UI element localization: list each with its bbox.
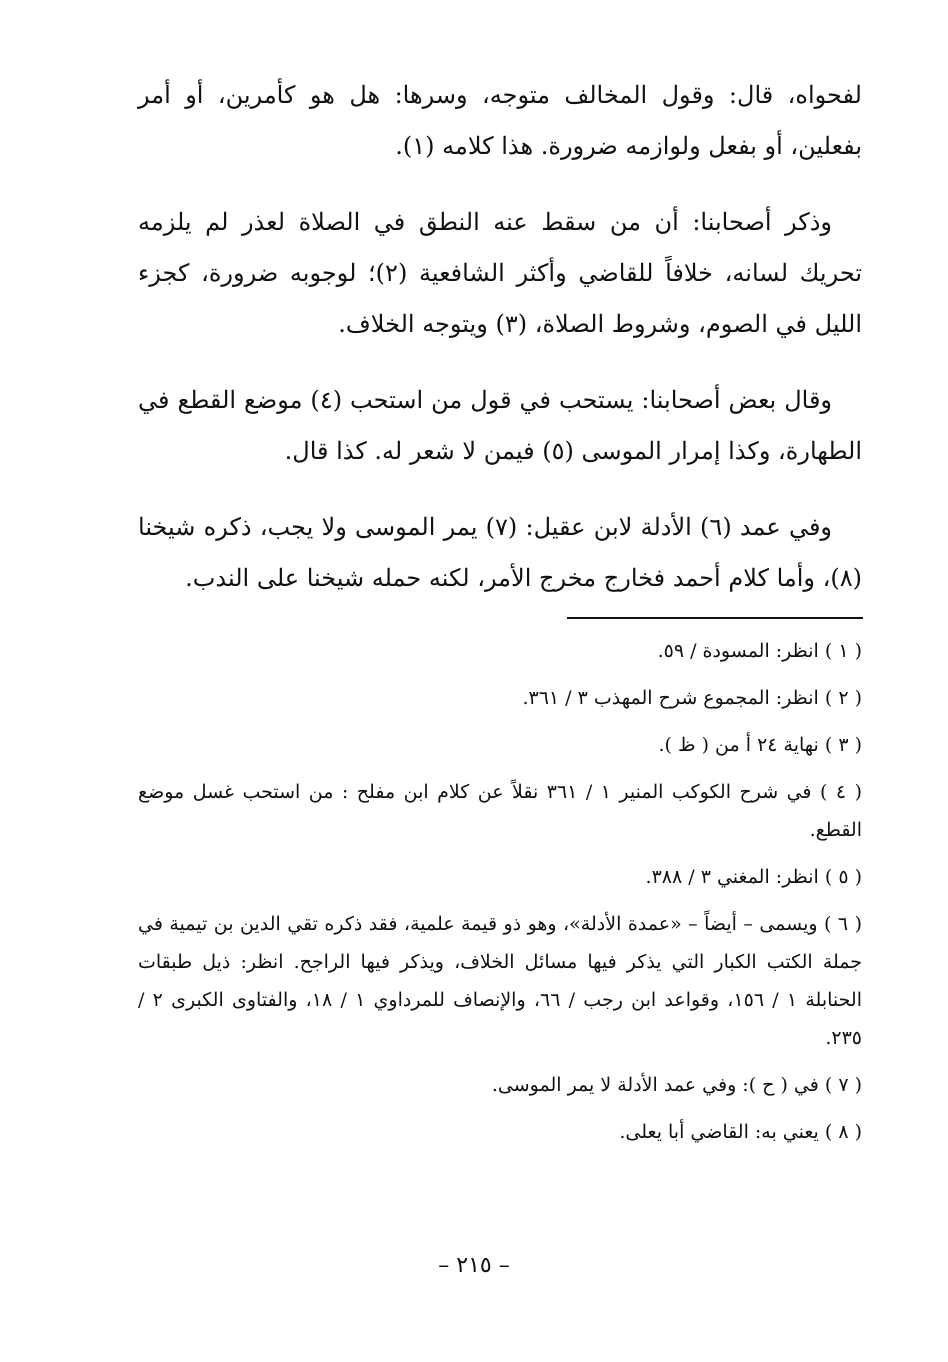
footnote-7: ( ٧ ) في ( ح ): وفي عمد الأدلة لا يمر الموسى. (491, 1074, 862, 1096)
page-number: – ٢١٥ – (438, 1253, 510, 1278)
footnote-8: ( ٨ ) يعني به: القاضي أبا يعلى. (619, 1121, 862, 1143)
main-paragraph-3: وقال بعض أصحابنا: يستحب في قول من استحب (٤) موضع القطع في الطهارة، وكذا إمرار الموسى (٥) فيمن لا شعر له. كذا قال. (138, 386, 862, 465)
footnote-1: ( ١ ) انظر: المسودة / ٥٩. (657, 640, 862, 662)
main-paragraph-2: وذكر أصحابنا: أن من سقط عنه النطق في الصلاة لعذر لم يلزمه تحريك لسانه، خلافاً للقاضي وأكثر الشافعية (٢)؛ لوجوبه ضرورة، كجزء الليل في الصوم، وشروط الصلاة، (٣) ويتوجه الخلاف. (138, 208, 862, 338)
main-paragraph-1: لفحواه، قال: وقول المخالف متوجه، وسرها: هل هو كأمرين، أو أمر بفعلين، أو بفعل ولوازمه ضرورة. هذا كلامه (١). (138, 81, 862, 160)
footnote-5: ( ٥ ) انظر: المغني ٣ / ٣٨٨. (645, 866, 862, 888)
footnote-2: ( ٢ ) انظر: المجموع شرح المهذب ٣ / ٣٦١. (522, 687, 862, 709)
main-paragraph-4: وفي عمد (٦) الأدلة لابن عقيل: (٧) يمر الموسى ولا يجب، ذكره شيخنا (٨)، وأما كلام أحمد فخارج مخرج الأمر، لكنه حمله شيخنا على الندب. (138, 513, 862, 592)
footnote-6: ( ٦ ) ويسمى – أيضاً – «عمدة الأدلة»، وهو ذو قيمة علمية، فقد ذكره تقي الدين بن تيمية في جملة الكتب الكبار التي يذكر فيها مسائل الخلاف، ويذكر فيها الراجح. انظر: ذيل طبقات الحنابلة ١ / ١٥٦، وقواعد ابن رجب / ٦٦، والإنصاف للمرداوي ١ / ١٨، والفتاوى الكبرى ٢ / ٢٣٥. (138, 913, 863, 1049)
footnote-3: ( ٣ ) نهاية ٢٤ أ من ( ظ ). (658, 734, 862, 756)
main-text-body (138, 70, 862, 629)
footnote-4: ( ٤ ) في شرح الكوكب المنير ١ / ٣٦١ نقلاً عن كلام ابن مفلح : من استحب غسل موضع القطع. (138, 781, 862, 841)
footnotes-section (138, 632, 862, 1160)
footnote-separator-line (567, 617, 863, 619)
